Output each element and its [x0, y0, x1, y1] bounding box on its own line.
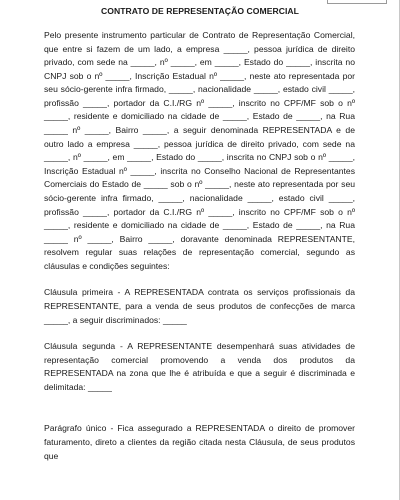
clause-one-paragraph: Cláusula primeira - A REPRESENTADA contrata os serviços profissionais da REPRESENTANTE, para a venda de seus produtos de confecções de marca _____, a seguir discriminados: _____: [44, 287, 355, 325]
page-corner-tab: [327, 0, 387, 4]
paragraph-unico: Parágrafo único - Fica assegurado a REPRESENTADA o direito de promover faturamento, direto a clientes da região citada nesta Cláusula, de seus produtos que: [44, 423, 355, 461]
document-title: CONTRATO DE REPRESENTAÇÃO COMERCIAL: [101, 6, 299, 16]
document-body: [44, 29, 355, 463]
intro-paragraph: Pelo presente instrumento particular de Contrato de Representação Comercial, que entre si fazem de um lado, a empresa _____, pessoa jurídica de direito privado, com sede na _____, nº _____, em _____, Estado do _____, inscrita no CNPJ sob o nº _____, Inscrição Estadual nº _____, neste ato representada por seu sócio-gerente infra firmado, _____, nacionalidade _____, estado civil _____, profissão _____, portador da C.I./RG nº _____, inscrito no CPF/MF sob o nº _____, residente e domiciliado na cidade de _____, Estado de _____, na Rua _____ nº _____, Bairro _____, a seguir denominada REPRESENTADA e de outro lado a empresa _____, pessoa jurídica de direito privado, com sede na _____, nº _____, em _____, Estado do _____, inscrita no CNPJ sob o nº _____, Inscrição Estadual nº _____, inscrita no Conselho Nacional de Representantes Comerciais do Estado de _____ sob o nº _____, neste ato representada por seu sócio-gerente infra firmado, _____, nacionalidade _____, estado civil _____, profissão _____, portador da C.I./RG nº _____, inscrito no CPF/MF sob o nº _____, residente e domiciliado na cidade de _____, Estado de _____, na Rua _____ nº _____, Bairro _____, doravante denominada REPRESENTANTE, resolvem regular suas relações de representação comercial, segundo as cláusulas e condições seguintes:: [44, 30, 355, 271]
clause-two-paragraph: Cláusula segunda - A REPRESENTANTE desempenhará suas atividades de representação comercial promovendo a venda dos produtos da REPRESENTADA na zona que lhe é atribuída e que a seguir é discriminada e delimitada: _____: [44, 341, 355, 392]
